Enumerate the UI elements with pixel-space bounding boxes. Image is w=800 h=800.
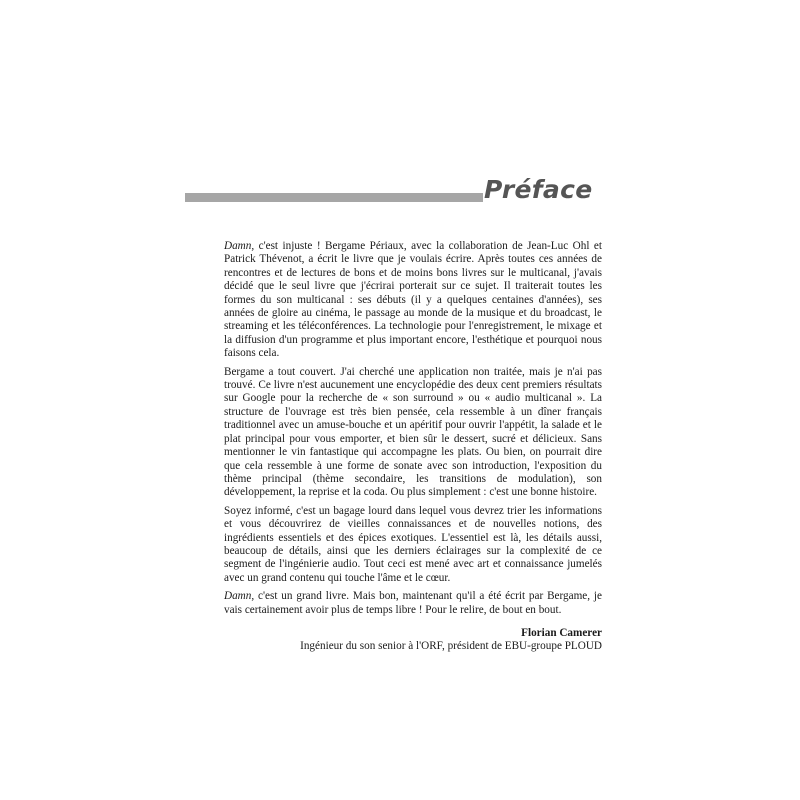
page-title: Préface	[484, 175, 593, 204]
paragraph-lead: Damn,	[224, 590, 255, 603]
signature-block	[224, 627, 602, 654]
signature-role: Ingénieur du son senior à l'ORF, président de EBU-groupe PLOUD	[300, 640, 602, 653]
paragraph	[224, 366, 602, 500]
signature-name: Florian Camerer	[521, 627, 602, 639]
paragraph-text: Bergame a tout couvert. J'ai cherché une application non traitée, mais je n'ai pas trouvé. Ce livre n'est aucunement une encyclopédie des deux cent premiers résultats sur Google pour la recherche de « son surround » ou « audio multicanal ». La structure de l'ouvrage est très bien pensée, cela ressemble à un dîner français traditionnel avec un amuse-bouche et un apéritif pour ouvrir l'appétit, la salade et le plat principal pour vous emporter, et bien sûr le dessert, sucré et délicieux. Sans mentionner le vin fantastique qui accompagne les plats. Ou bien, on pourrait dire que cela ressemble à une forme de sonate avec son introduction, l'exposition du thème principal (thème secondaire, les transitions de modulation), son développement, la reprise et la coda. Ou plus simplement : c'est une bonne histoire.	[224, 365, 602, 499]
paragraph-text: c'est injuste ! Bergame Périaux, avec la collaboration de Jean-Luc Ohl et Patrick Thévenot, a écrit le livre que je voulais écrire. Après toutes ces années de rencontres et de lectures de bons et de moins bons livres sur le multicanal, j'avais décidé que le seul livre que j'écrirai porterait sur ce sujet. Il traiterait toutes les formes du son multicanal : ses débuts (il y a quelques centaines d'années), ses années de gloire au cinéma, le passage au monde de la musique et du broadcast, le streaming et les téléconférences. La technologie pour l'enregistrement, le mixage et la diffusion d'un programme et plus important encore, l'esthétique et pourquoi nous faisons cela.	[224, 240, 602, 360]
paragraph	[224, 590, 602, 617]
title-rule	[185, 193, 483, 202]
paragraph-lead: Damn,	[224, 240, 255, 252]
paragraph	[224, 505, 602, 585]
paragraph	[224, 240, 602, 361]
paragraph-text: Soyez informé, c'est un bagage lourd dans lequel vous devrez trier les informations et vous découvrirez de vieilles connaissances et de nouvelles notions, des ingrédients essentiels et des épices exotiques. L'essentiel est là, les détails aussi, beaucoup de détails, ainsi que les derniers éclairages sur la complexité de ce segment de l'ingénierie audio. Tout ceci est mené avec art et connaissance jumelés avec un grand contenu qui touche l'âme et le cœur.	[224, 504, 602, 584]
paragraph-text: c'est un grand livre. Mais bon, maintenant qu'il a été écrit par Bergame, je vais certainement avoir plus de temps libre ! Pour le relire, de bout en bout.	[224, 590, 602, 616]
preface-body	[224, 240, 602, 622]
